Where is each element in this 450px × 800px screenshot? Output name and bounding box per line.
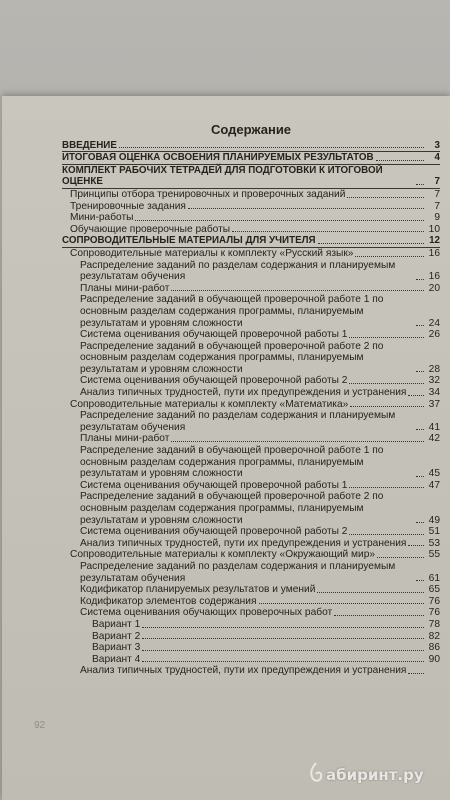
toc-entry-page: 76	[428, 595, 440, 607]
toc-entry-text: Система оценивания обучающей проверочной работы 2	[80, 375, 348, 387]
toc-entry-page: 82	[428, 630, 440, 642]
dot-leader	[232, 231, 424, 232]
toc-entry	[62, 445, 440, 480]
toc-entry-page: 7	[434, 200, 440, 212]
toc-entry	[62, 201, 440, 213]
dot-leader	[142, 627, 424, 628]
toc-entry	[62, 584, 440, 596]
dot-leader	[317, 592, 424, 593]
toc-entry-text: Планы мини-работ	[80, 433, 170, 445]
toc-entry	[62, 526, 440, 538]
toc-entry-text: Анализ типичных трудностей, пути их предупреждения и устранения	[80, 387, 407, 399]
toc-entry-text: Распределение заданий по разделам содержания и планируемым результатам обучения	[80, 410, 396, 433]
dot-leader	[142, 661, 424, 662]
toc-entry	[62, 248, 440, 260]
toc-entry-text: Анализ типичных трудностей, пути их предупреждения и устранения	[80, 665, 407, 677]
toc-entry-page: 61	[428, 572, 440, 584]
dot-leader	[349, 534, 424, 535]
toc-entry-page: 86	[428, 642, 440, 654]
toc-entry-text: Распределение заданий по разделам содержания и планируемым результатам обучения	[80, 259, 396, 283]
toc-entry-text: Сопроводительные материалы к комплекту «Русский язык»	[70, 247, 354, 259]
toc-entry-text: Мини-работы	[70, 212, 134, 224]
toc-entry	[62, 341, 440, 376]
toc-entry-page: 32	[428, 375, 440, 387]
toc-entry-text: Система оценивания обучающей проверочной работы 1	[80, 329, 348, 341]
dot-leader	[318, 243, 424, 244]
toc-entry-text: Кодификатор планируемых результатов и умений	[80, 584, 316, 596]
dot-leader	[142, 650, 424, 651]
toc-entry	[62, 607, 440, 619]
toc-entry-page: 76	[428, 607, 440, 619]
dot-leader	[355, 256, 424, 257]
toc-entry-text: Распределение заданий по разделам содержания и планируемым результатам обучения	[80, 560, 396, 584]
toc-entry-text: Вариант 4	[92, 653, 141, 665]
dot-leader	[171, 290, 424, 291]
toc-entry	[62, 235, 440, 248]
toc-entry	[62, 480, 440, 492]
toc-entry-text: Анализ типичных трудностей, пути их предупреждения и устранения	[80, 537, 407, 549]
dot-leader	[142, 638, 424, 639]
toc-entry	[62, 549, 440, 561]
toc-entry-page: 16	[428, 271, 440, 283]
toc-entry-text: Распределение заданий в обучающей проверочной работе 1 по основным разделам содержания программы, планируемым результатам и уровням сложности	[80, 294, 384, 329]
toc-entry-text: Принципы отбора тренировочных и проверочных заданий	[70, 188, 346, 200]
toc-entry-page: 20	[428, 282, 440, 294]
toc-entry-page: 41	[428, 421, 440, 433]
toc-entry	[62, 619, 440, 631]
toc-entry-page: 7	[434, 176, 440, 188]
toc-entry	[62, 387, 440, 399]
toc-entry	[62, 375, 440, 387]
toc-rows	[62, 140, 440, 677]
toc-entry-text: Кодификатор элементов содержания	[80, 595, 257, 607]
toc-entry-text: Обучающие проверочные работы	[70, 223, 231, 235]
dot-leader	[119, 147, 424, 148]
toc-entry-page: 12	[429, 235, 440, 247]
toc-entry	[62, 283, 440, 295]
dot-leader	[350, 406, 424, 407]
dot-leader	[171, 441, 424, 442]
dot-leader	[416, 371, 424, 372]
toc-entry-page: 53	[428, 537, 440, 549]
toc-entry-text: ИТОГОВАЯ ОЦЕНКА ОСВОЕНИЯ ПЛАНИРУЕМЫХ РЕЗУЛЬТАТОВ	[62, 152, 374, 164]
dot-leader	[188, 208, 424, 209]
toc-entry-page: 51	[428, 526, 440, 538]
page-number: 92	[34, 720, 46, 731]
toc-entry	[62, 654, 440, 666]
toc-entry	[62, 642, 440, 654]
toc-entry-page: 4	[434, 152, 440, 164]
toc-entry-text: ВВЕДЕНИЕ	[62, 139, 117, 151]
toc-entry-text: Распределение заданий в обучающей проверочной работе 2 по основным разделам содержания программы, планируемым результатам и уровням сложности	[80, 340, 384, 375]
toc-entry-page: 9	[434, 212, 440, 224]
toc-entry	[62, 596, 440, 608]
toc-entry-page: 28	[428, 363, 440, 375]
table-of-contents	[62, 124, 440, 677]
toc-entry	[62, 294, 440, 329]
toc-entry	[62, 224, 440, 236]
toc-entry-page: 45	[428, 468, 440, 480]
dot-leader	[349, 487, 424, 488]
toc-entry-page: 10	[428, 223, 440, 235]
dot-leader	[416, 325, 424, 326]
dot-leader	[416, 279, 424, 280]
toc-entry-text: Система оценивания обучающих проверочных работ	[80, 607, 333, 619]
toc-entry-page: 24	[428, 317, 440, 329]
toc-entry-text: Вариант 2	[92, 630, 141, 642]
dot-leader	[349, 337, 424, 338]
toc-entry-page: 47	[428, 479, 440, 491]
dot-leader	[416, 522, 424, 523]
toc-entry-text: Сопроводительные материалы к комплекту «Математика»	[70, 398, 349, 410]
toc-entry	[62, 260, 440, 283]
toc-entry	[62, 140, 440, 153]
dot-leader	[135, 220, 424, 221]
toc-entry	[62, 631, 440, 643]
toc-entry-page: 90	[428, 653, 440, 665]
toc-entry-page: 7	[434, 188, 440, 200]
toc-entry-text: Система оценивания обучающей проверочной работы 2	[80, 526, 348, 538]
toc-entry-page: 49	[428, 514, 440, 526]
toc-entry	[62, 152, 440, 165]
dot-leader	[408, 673, 424, 674]
toc-entry	[62, 410, 440, 433]
toc-entry	[62, 561, 440, 584]
dot-leader	[408, 545, 424, 546]
toc-entry	[62, 433, 440, 445]
dot-leader	[416, 580, 424, 581]
toc-entry-text: СОПРОВОДИТЕЛЬНЫЕ МАТЕРИАЛЫ ДЛЯ УЧИТЕЛЯ	[62, 235, 316, 247]
toc-entry-page: 42	[428, 433, 440, 445]
toc-entry-page: 26	[428, 329, 440, 341]
dot-leader	[377, 557, 424, 558]
toc-title: Содержание	[210, 122, 292, 137]
dot-leader	[416, 476, 424, 477]
dot-leader	[416, 429, 424, 430]
toc-entry	[62, 329, 440, 341]
toc-entry-text: Распределение заданий в обучающей проверочной работе 1 по основным разделам содержания программы, планируемым результатам и уровням сложности	[80, 445, 384, 480]
toc-entry	[62, 165, 440, 189]
dot-leader	[347, 197, 424, 198]
dot-leader	[376, 160, 424, 161]
dot-leader	[416, 184, 424, 185]
toc-entry-page: 3	[434, 139, 440, 151]
dot-leader	[349, 383, 424, 384]
toc-entry-page: 55	[428, 549, 440, 561]
toc-entry-text: Вариант 3	[92, 642, 141, 654]
toc-entry-text: Система оценивания обучающей проверочной работы 1	[80, 479, 348, 491]
toc-entry	[62, 399, 440, 411]
toc-entry-page: 37	[428, 398, 440, 410]
toc-entry-page: 78	[428, 618, 440, 630]
toc-entry-text: КОМПЛЕКТ РАБОЧИХ ТЕТРАДЕЙ ДЛЯ ПОДГОТОВКИ К ИТОГОВОЙ ОЦЕНКЕ	[62, 164, 383, 188]
labirint-logo-icon	[308, 762, 324, 784]
dot-leader	[259, 603, 425, 604]
toc-entry-page: 34	[428, 387, 440, 399]
toc-entry	[62, 212, 440, 224]
watermark-logo: абиринт.ру	[326, 766, 424, 784]
toc-entry-text: Распределение заданий в обучающей проверочной работе 2 по основным разделам содержания программы, планируемым результатам и уровням сложности	[80, 491, 384, 526]
dot-leader	[334, 615, 424, 616]
toc-entry-text: Тренировочные задания	[70, 200, 186, 212]
toc-entry	[62, 538, 440, 550]
dot-leader	[408, 395, 424, 396]
toc-entry-text: Вариант 1	[92, 618, 141, 630]
toc-entry-text: Сопроводительные материалы к комплекту «Окружающий мир»	[70, 549, 376, 561]
toc-entry	[62, 491, 440, 526]
toc-entry	[62, 665, 440, 677]
toc-entry-text: Планы мини-работ	[80, 282, 170, 294]
toc-entry-page: 65	[428, 584, 440, 596]
toc-entry	[62, 189, 440, 201]
toc-entry-page: 16	[428, 247, 440, 259]
